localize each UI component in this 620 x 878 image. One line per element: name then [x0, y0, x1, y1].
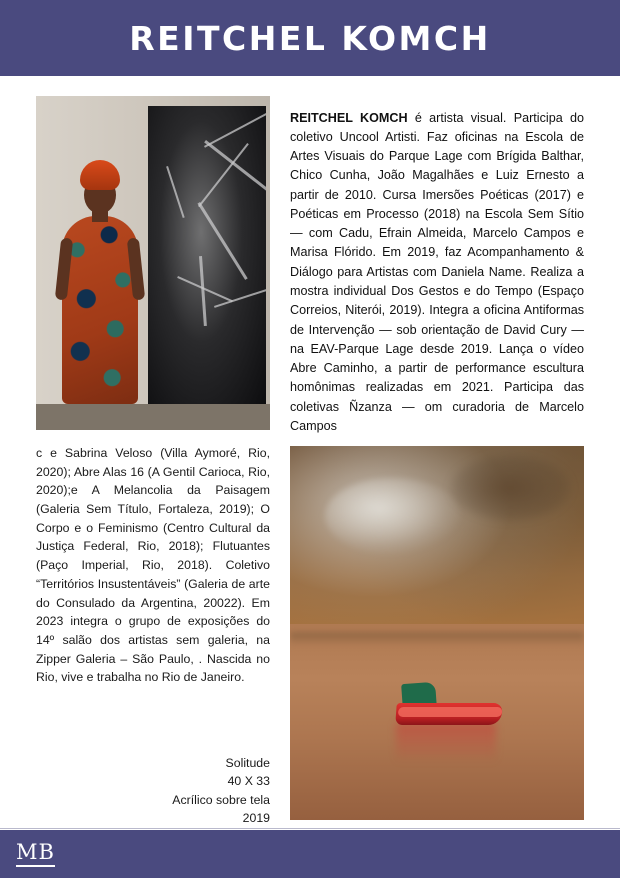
artwork-cloud-dark [449, 454, 572, 522]
left-column [36, 96, 270, 687]
gallery-floor [36, 404, 270, 430]
caption-technique: Acrílico sobre tela [172, 792, 270, 807]
artwork-horizon [290, 632, 584, 646]
caption-dimensions: 40 X 33 [227, 774, 270, 789]
artwork-boat [396, 693, 502, 727]
artwork-caption [36, 754, 270, 828]
artist-name-lead: REITCHEL KOMCH [290, 110, 408, 125]
artwork-sky [290, 446, 584, 646]
artwork-boat-reflection [396, 723, 496, 763]
caption-title: Solitude [225, 756, 270, 770]
caption-year: 2019 [242, 811, 270, 826]
artwork-image-solitude [290, 446, 584, 820]
right-column [290, 96, 584, 449]
footer-band [0, 830, 620, 878]
artist-biography [290, 109, 584, 437]
exhibitions-text: c e Sabrina Veloso (Villa Aymoré, Rio, 2020); Abre Alas 16 (A Gentil Carioca, Rio, 2020);e A Melancolia da Paisagem (Galeria Sem Título, Fortaleza, 2019); O Corpo e o Feminismo (Centro Cultural da Justiça Federal, Rio, 2018); Flutuantes (Paço Imperial, Rio, 2018). Coletivo “Territórios Insustentáveis” (Galeria de arte do Consulado da Argentina, 20022). Em 2023 integra o grupo de exposições do 14º salão dos artistas sem galeria, na Zipper Galeria – São Paulo, . Nascida no Rio, vive e trabalha no Rio de Janeiro. [36, 446, 270, 685]
header-band [0, 0, 620, 76]
footer-divider [0, 828, 620, 829]
background-artwork [148, 106, 266, 406]
page-title: REITCHEL KOMCH [129, 18, 491, 58]
artwork-boat-hull [395, 703, 502, 725]
artist-portrait-photo [36, 96, 270, 430]
footer-logo: MB [16, 842, 55, 867]
artwork-cloud-light [325, 478, 460, 554]
biography-body: é artista visual. Participa do coletivo Uncool Artisti. Faz oficinas na Escola de Artes Visuais do Parque Lage com Brígida Balthar, Chico Cunha, João Magalhães e Luiz Ernesto a partir de 2010. Cursa Imersões Poéticas (2017) e Poéticas em Processo (2018) na Escola Sem Sítio — com Cadu, Efrain Almeida, Marcelo Campos e Marisa Flórido. Em 2019, faz Acompanhamento & Diálogo para Artistas com Daniela Name. Realiza a mostra individual Dos Gestos e do Tempo (Espaço Correios, Niterói, 2019). Integra a oficina Antiformas de Intervenção — sob orientação de David Cury — na EAV-Parque Lage desde 2019. Lança o vídeo Abre Caminho, a partir de performance escultura homônimas realizadas em 2021. Participa das coletivas Ñzanza — om curadoria de Marcelo Campos [290, 110, 584, 433]
artist-figure [54, 152, 146, 404]
